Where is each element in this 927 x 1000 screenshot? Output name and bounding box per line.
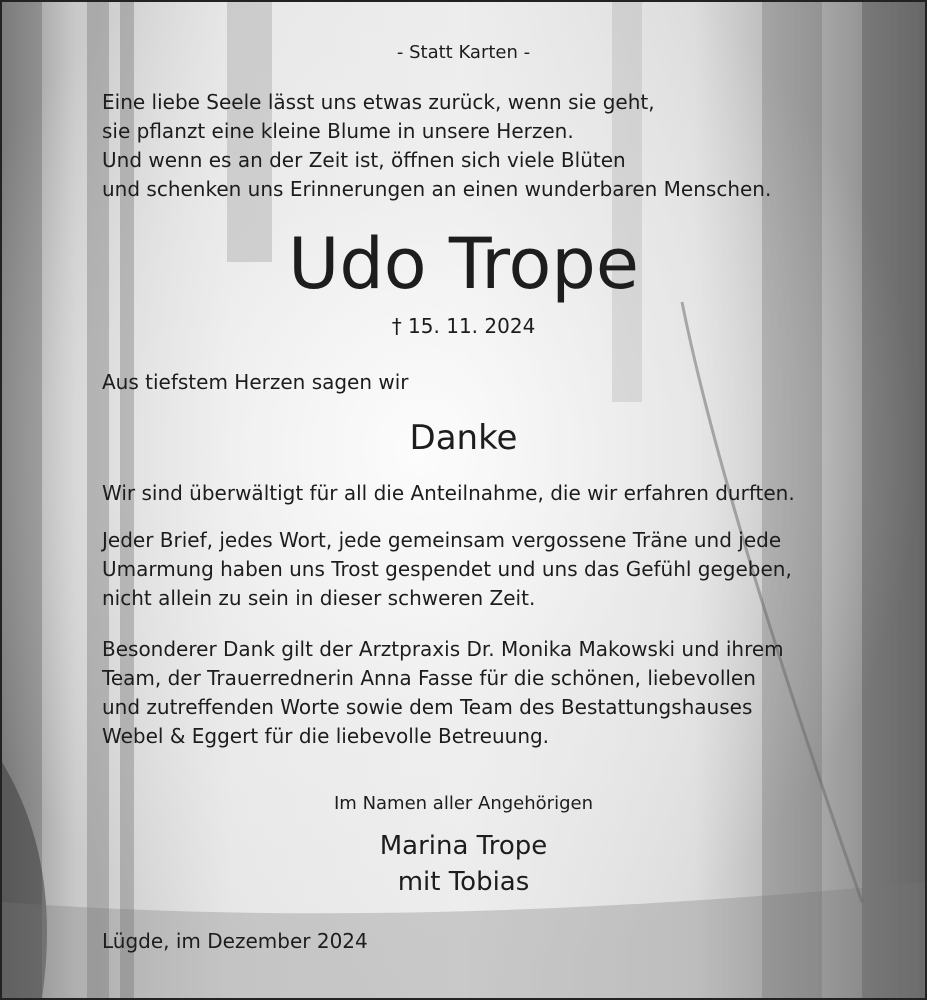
poem-line: sie pflanzt eine kleine Blume in unsere Herzen. bbox=[102, 119, 574, 143]
statt-karten-header: - Statt Karten - bbox=[396, 42, 531, 63]
paragraph-line: Jeder Brief, jedes Wort, jede gemeinsam vergossene Träne und jede bbox=[102, 528, 782, 552]
paragraph-line: Besonderer Dank gilt der Arztpraxis Dr. Monika Makowski und ihrem bbox=[102, 637, 784, 661]
paragraph-line: Wir sind überwältigt für all die Anteilnahme, die wir erfahren durften. bbox=[102, 481, 795, 505]
paragraph-line: Umarmung haben uns Trost gespendet und uns das Gefühl gegeben, bbox=[102, 557, 792, 581]
place-date: Lügde, im Dezember 2024 bbox=[102, 929, 368, 953]
poem bbox=[102, 88, 822, 204]
deceased-name: Udo Trope bbox=[288, 223, 639, 305]
paragraph bbox=[102, 479, 822, 508]
paragraph-line: Webel & Eggert für die liebevolle Betreuung. bbox=[102, 724, 550, 748]
signoff: Im Namen aller Angehörigen bbox=[334, 793, 593, 814]
thanks-heading: Danke bbox=[409, 418, 518, 458]
signer: Marina Trope bbox=[379, 831, 548, 861]
death-date: † 15. 11. 2024 bbox=[391, 314, 536, 338]
poem-line: Eine liebe Seele lässt uns etwas zurück, wenn sie geht, bbox=[102, 90, 655, 114]
signers bbox=[2, 828, 925, 900]
signer: mit Tobias bbox=[397, 867, 530, 897]
paragraph bbox=[102, 526, 822, 613]
paragraph-line: Team, der Trauerrednerin Anna Fasse für die schönen, liebevollen bbox=[102, 666, 756, 690]
intro-text: Aus tiefstem Herzen sagen wir bbox=[102, 370, 409, 394]
paragraph bbox=[102, 635, 822, 751]
paragraph-line: und zutreffenden Worte sowie dem Team des Bestattungshauses bbox=[102, 695, 753, 719]
poem-line: und schenken uns Erinnerungen an einen wunderbaren Menschen. bbox=[102, 177, 772, 201]
paragraph-line: nicht allein zu sein in dieser schweren Zeit. bbox=[102, 586, 536, 610]
poem-line: Und wenn es an der Zeit ist, öffnen sich viele Blüten bbox=[102, 148, 626, 172]
